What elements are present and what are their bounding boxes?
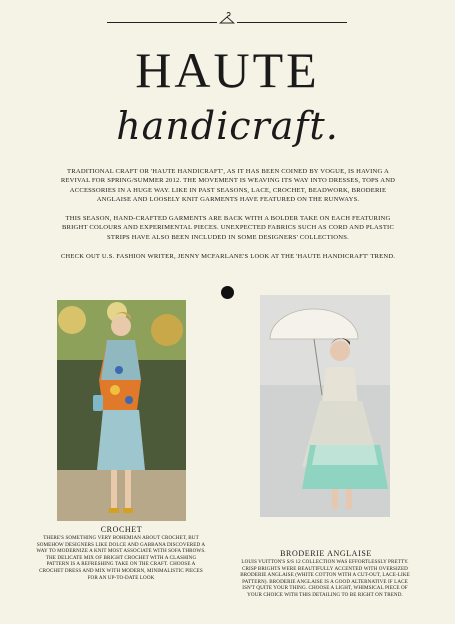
top-rule-left (107, 22, 217, 23)
broderie-caption-text: LOUIS VUITTON'S S/S 12 COLLECTION WAS EFFORTLESSLY PRETTY. CRISP BRIGHTS WERE BEAUTIFULLY ACCENTED WITH OVERSIZED BRODERIE ANGLAISE (WHITE COTTON WITH A CUT-OUT, LACE-LIKE PATTERN). BRODERIE ANGLAISE IS A GOOD ALTERNATIVE IF LACE ISN'T QUITE YOUR THING. CHOOSE A LIGHT, WHIMSICAL PIECE OF YOUR CHOICE WITH THIS DETAILING TO BE RIGHT ON TREND. (240, 559, 410, 598)
intro-paragraph-1: TRADITIONAL CRAFT OR 'HAUTE HANDICRAFT', AS IT HAS BEEN COINED BY VOGUE, IS HAVING A REVIVAL FOR SPRING/SUMMER 2012. THE MOVEMENT IS WEAVING ITS WAY INTO DRESSES, TOPS AND ACCESSORIES IN A HUGE WAY. LIKE IN PAST SEASONS, LACE, CROCHET, BEADWORK, BRODERIE ANGLAISE AND LOOSELY KNIT GARMENTS HAVE FEATURED ON THE RUNWAYS. (60, 168, 396, 204)
broderie-caption-title: BRODERIE ANGLAISE (280, 549, 372, 558)
page-title: HAUTE (135, 42, 320, 98)
intro-paragraph-2: THIS SEASON, HAND-CRAFTED GARMENTS ARE BACK WITH A BOLDER TAKE ON EACH FEATURING BRIGHT COLOURS AND EXPERIMENTAL PIECES. UNEXPECTED FABRICS SUCH AS CORD AND PLASTIC STRIPS HAVE ALSO BEEN INCLUDED IN SOME DESIGNERS' COLLECTIONS. (61, 215, 395, 241)
crochet-caption-text: THERE'S SOMETHING VERY BOHEMIAN ABOUT CROCHET, BUT SOMEHOW DESIGNERS LIKE DOLCE AND GABBANA DISCOVERED A WAY TO MODERNIZE A KNIT MOST ASSOCIATE WITH SOFA THROWS. THE DELICATE MIX OF BRIGHT CROCHET WITH A CLASHING PATTERN IS A REFRESHING TAKE ON THE CRAFT. CHOOSE A CROCHET DRESS AND MIX WITH MODERN, MINIMALISTIC PIECES FOR AN UP-TO-DATE LOOK (36, 535, 206, 581)
page-subtitle: handicraft. (116, 104, 339, 148)
hanger-icon (219, 12, 235, 26)
intro-paragraph-3: CHECK OUT U.S. FASHION WRITER, JENNY MCFARLANE'S LOOK AT THE 'HAUTE HANDICRAFT' TREND. (60, 253, 396, 260)
bullet-dot (221, 286, 234, 299)
crochet-caption-title: CROCHET (100, 525, 143, 534)
top-rule-right (237, 22, 347, 23)
broderie-anglaise-runway-photo (260, 295, 390, 517)
crochet-runway-photo (57, 300, 186, 521)
